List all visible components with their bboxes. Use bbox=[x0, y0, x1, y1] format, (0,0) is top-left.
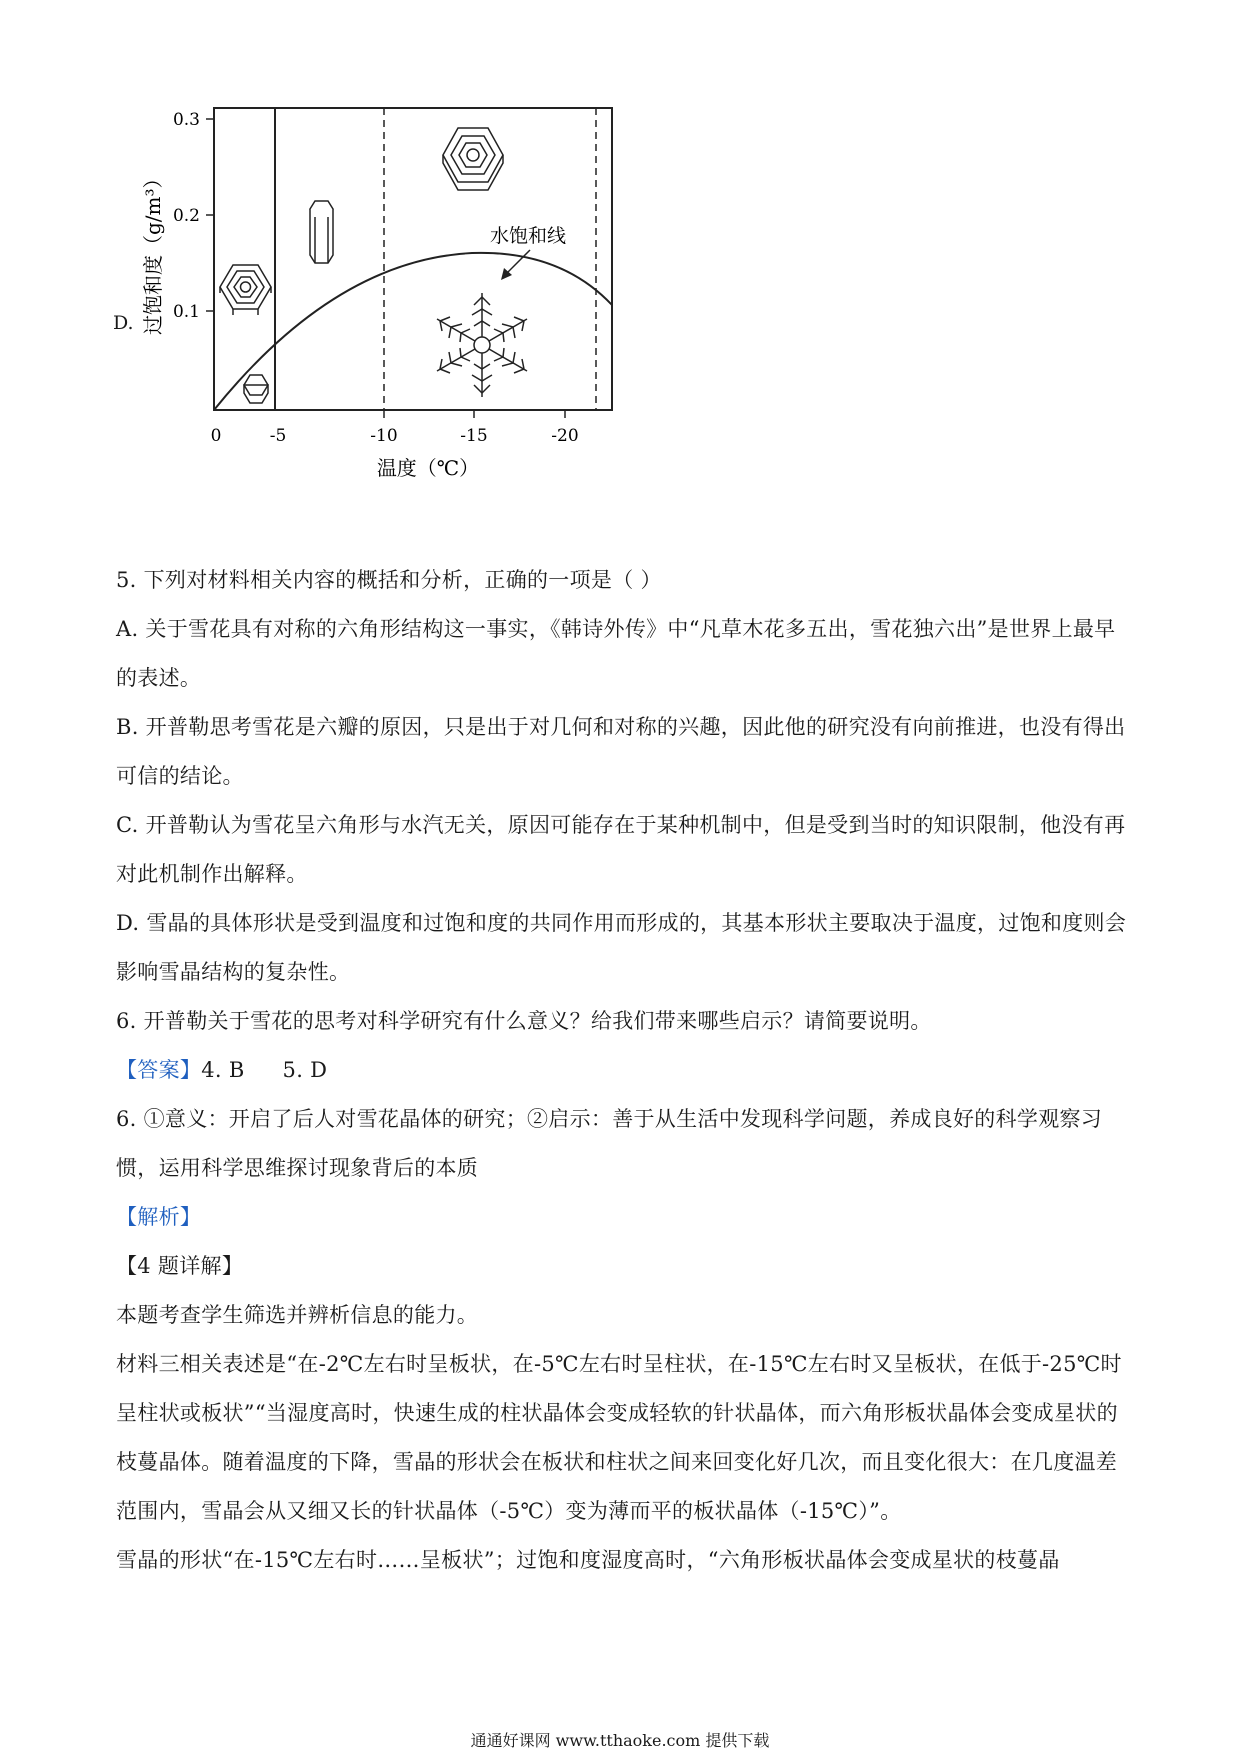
analysis-tag: 【解析】 bbox=[116, 1205, 202, 1229]
answer-line bbox=[116, 1046, 1136, 1095]
question-5-option-d: D. 雪晶的具体形状是受到温度和过饱和度的共同作用而形成的，其基本形状主要取决于温度，过饱和度则会影响雪晶结构的复杂性。 bbox=[116, 911, 1127, 984]
analysis-para-2: 雪晶的形状“在-15℃左右时……呈板状”；过饱和度湿度高时，“六角形板状晶体会变成星状的枝蔓晶 bbox=[116, 1548, 1060, 1572]
x-axis-label: 温度（℃） bbox=[376, 456, 480, 480]
snow-crystal-figure bbox=[140, 105, 700, 545]
y-tick-label: 0.3 bbox=[172, 110, 200, 130]
question-6-stem: 6. 开普勒关于雪花的思考对科学研究有什么意义？给我们带来哪些启示？请简要说明。 bbox=[116, 1009, 932, 1033]
answer-q5: 5. D bbox=[282, 1058, 328, 1082]
analysis-line-1: 本题考查学生筛选并辨析信息的能力。 bbox=[116, 1303, 479, 1327]
page-footer: 通通好课网 www.tthaoke.com 提供下载 bbox=[470, 1731, 770, 1750]
x-tick-label: -5 bbox=[269, 426, 287, 446]
answer-tag: 【答案】 bbox=[116, 1058, 202, 1082]
x-axis bbox=[384, 410, 565, 418]
x-tick-label: 0 bbox=[210, 426, 222, 446]
y-axis-label: 过饱和度（g/m³） bbox=[141, 168, 165, 335]
saturation-curve bbox=[214, 253, 612, 410]
y-axis bbox=[206, 119, 214, 311]
question-5-stem: 5. 下列对材料相关内容的概括和分析，正确的一项是（ ） bbox=[116, 568, 662, 592]
option-d-label: D. bbox=[113, 312, 134, 334]
hex-plate-complex-icon bbox=[220, 265, 271, 315]
dendrite-star-icon bbox=[437, 293, 527, 397]
curve-label: 水饱和线 bbox=[490, 225, 567, 247]
answer-q4: 4. B bbox=[201, 1058, 245, 1082]
question-5-option-c: C. 开普勒认为雪花呈六角形与水汽无关，原因可能存在于某种机制中，但是受到当时的知识限制，他没有再对此机制作出解释。 bbox=[116, 813, 1126, 886]
x-tick-label: -15 bbox=[460, 426, 488, 446]
hex-plate-large-icon bbox=[443, 128, 503, 190]
hex-plate-small-icon bbox=[244, 375, 268, 403]
y-tick-label: 0.2 bbox=[172, 206, 200, 226]
plot-frame bbox=[214, 108, 612, 410]
x-tick-label: -20 bbox=[551, 426, 579, 446]
x-tick-label: -10 bbox=[370, 426, 398, 446]
y-tick-label: 0.1 bbox=[172, 302, 200, 322]
hex-column-icon bbox=[310, 201, 333, 263]
question-5-option-b: B. 开普勒思考雪花是六瓣的原因，只是出于对几何和对称的兴趣，因此他的研究没有向前推进，也没有得出可信的结论。 bbox=[116, 715, 1126, 788]
answer-q6: 6. ①意义：开启了后人对雪花晶体的研究；②启示：善于从生活中发现科学问题，养成良好的科学观察习惯，运用科学思维探讨现象背后的本质 bbox=[116, 1107, 1103, 1180]
analysis-para-1: 材料三相关表述是“在-2℃左右时呈板状，在-5℃左右时呈柱状，在-15℃左右时又呈板状，在低于-25℃时呈柱状或板状”“当湿度高时，快速生成的柱状晶体会变成轻软的针状晶体，而六角形板状晶体会变成星状的枝蔓晶体。随着温度的下降，雪晶的形状会在板状和柱状之间来回变化好几次，而且变化很大：在几度温差范围内，雪晶会从又细又长的针状晶体（-5℃）变为薄而平的板状晶体（-15℃）”。 bbox=[116, 1352, 1122, 1523]
analysis-q4-title: 【4 题详解】 bbox=[116, 1254, 244, 1278]
question-5-option-a: A. 关于雪花具有对称的六角形结构这一事实，《韩诗外传》中“凡草木花多五出，雪花独六出”是世界上最早的表述。 bbox=[116, 617, 1116, 690]
